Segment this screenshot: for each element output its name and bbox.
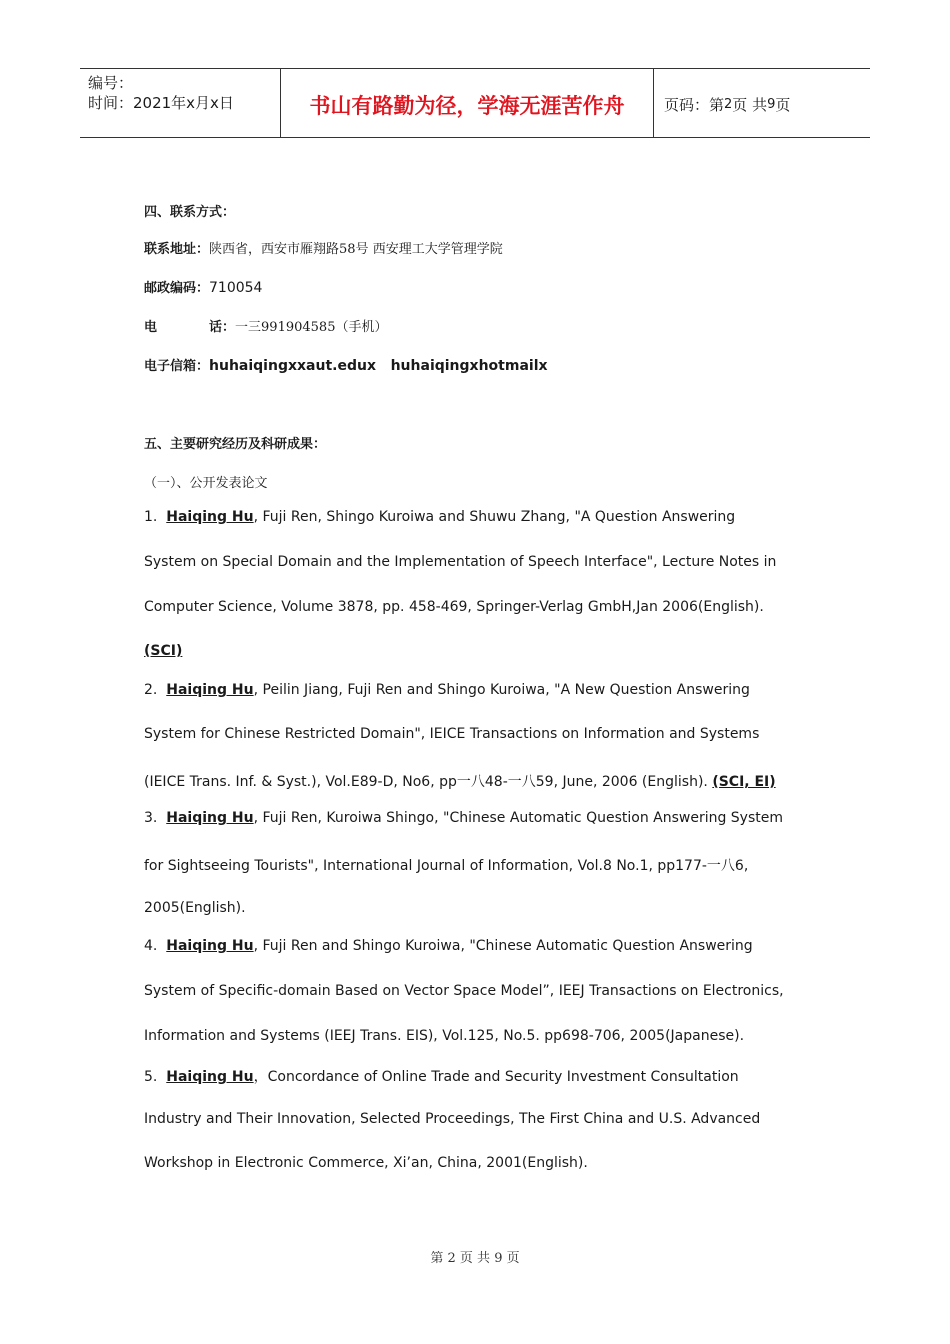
header-page-info	[654, 69, 870, 137]
paper-2-author: Haiqing Hu	[166, 682, 254, 698]
paper-1-text-1: , Fuji Ren, Shingo Kuroiwa and Shuwu Zhang, "A Question Answering	[253, 509, 736, 525]
footer-page-number: 2	[447, 1251, 456, 1266]
paper-3-line-3: 2005(English).	[144, 900, 246, 916]
paper-5-line-1	[144, 1066, 739, 1086]
page-prefix: 页码：第	[664, 95, 725, 114]
paper-5-line-2: Industry and Their Innovation, Selected Proceedings, The First China and U.S. Advanced	[144, 1111, 761, 1127]
paper-1-author: Haiqing Hu	[166, 509, 254, 525]
address-row	[144, 238, 503, 257]
page-suffix: 页	[775, 95, 791, 114]
page-number: 2	[724, 96, 733, 112]
paper-1-line-2: System on Special Domain and the Implementation of Speech Interface", Lecture Notes in	[144, 554, 777, 570]
postcode-row	[144, 277, 262, 296]
paper-5-num: 5.	[144, 1069, 158, 1085]
paper-1-num: 1.	[144, 509, 158, 525]
contact-title: 四、联系方式：	[144, 205, 236, 220]
phone-label-a: 电	[144, 320, 158, 335]
email-label: 电子信箱：	[144, 359, 210, 374]
paper-4-text-1: , Fuji Ren and Shingo Kuroiwa, "Chinese Automatic Question Answering	[253, 938, 753, 954]
paper-2-tag: (SCI, EI)	[712, 774, 776, 790]
postcode-label: 邮政编码：	[144, 281, 210, 296]
time-label: 时间：2021年x月x日	[88, 94, 234, 112]
email-value: huhaiqingxxaut.edux huhaiqingxhotmailx	[209, 358, 548, 374]
paper-1-line-3: Computer Science, Volume 3878, pp. 458-469, Springer-Verlag GmbH,Jan 2006(English).	[144, 599, 764, 615]
paper-4-num: 4.	[144, 938, 158, 954]
phone-label-b: 话：	[209, 320, 236, 335]
paper-4-line-1	[144, 938, 753, 954]
postcode-value: 710054	[209, 280, 263, 296]
header-left-cell	[80, 69, 280, 137]
phone-row	[144, 316, 387, 335]
address-value: 陕西省，西安市雁翔路58号 西安理工大学管理学院	[209, 242, 503, 257]
paper-4-author: Haiqing Hu	[166, 938, 254, 954]
serial-label: 编号：	[88, 74, 134, 92]
header-motto: 书山有路勤为径，学海无涯苦作舟	[280, 69, 654, 137]
paper-3-text-1: , Fuji Ren, Kuroiwa Shingo, "Chinese Automatic Question Answering System	[253, 810, 784, 826]
paper-4-line-2: System of Specific-domain Based on Vector Space Model”, IEEJ Transactions on Electronics,	[144, 983, 784, 999]
paper-2-line-3	[144, 771, 776, 791]
research-subtitle: （一）、公开发表论文	[144, 476, 268, 491]
paper-2-line-2: System for Chinese Restricted Domain", IEICE Transactions on Information and Systems	[144, 726, 760, 742]
paper-3-line-2: for Sightseeing Tourists", International Journal of Information, Vol.8 No.1, pp177-一八6,	[144, 858, 749, 874]
footer-prefix: 第	[430, 1251, 448, 1266]
footer-suffix: 页	[502, 1251, 520, 1266]
paper-3-line-1	[144, 810, 783, 826]
paper-2-line-1	[144, 682, 750, 698]
page-mid: 页 共	[732, 95, 768, 114]
page-footer	[0, 1247, 950, 1266]
paper-5-text-1: ，Concordance of Online Trade and Security Investment Consultation	[253, 1069, 739, 1085]
footer-mid: 页 共	[455, 1251, 495, 1266]
paper-4-line-3: Information and Systems (IEEJ Trans. EIS), Vol.125, No.5. pp698-706, 2005(Japanese).	[144, 1028, 745, 1044]
paper-2-text-1: , Peilin Jiang, Fuji Ren and Shingo Kuroiwa, "A New Question Answering	[253, 682, 750, 698]
footer-page-total: 9	[494, 1251, 503, 1266]
paper-1-line-1	[144, 509, 735, 525]
paper-5-line-3: Workshop in Electronic Commerce, Xi’an, China, 2001(English).	[144, 1155, 588, 1171]
paper-1-tag: (SCI)	[144, 643, 183, 659]
page-header	[80, 68, 870, 138]
address-label: 联系地址：	[144, 242, 210, 257]
paper-3-num: 3.	[144, 810, 158, 826]
phone-value: 一三991904585（手机）	[235, 320, 388, 335]
page-total: 9	[767, 96, 776, 112]
email-row	[144, 355, 548, 374]
paper-2-text-3: (IEICE Trans. Inf. & Syst.), Vol.E89-D, No6, pp一八48-一八59, June, 2006 (English).	[144, 774, 713, 790]
research-title: 五、主要研究经历及科研成果：	[144, 437, 327, 452]
paper-2-num: 2.	[144, 682, 158, 698]
paper-3-author: Haiqing Hu	[166, 810, 254, 826]
paper-5-author: Haiqing Hu	[166, 1069, 254, 1085]
